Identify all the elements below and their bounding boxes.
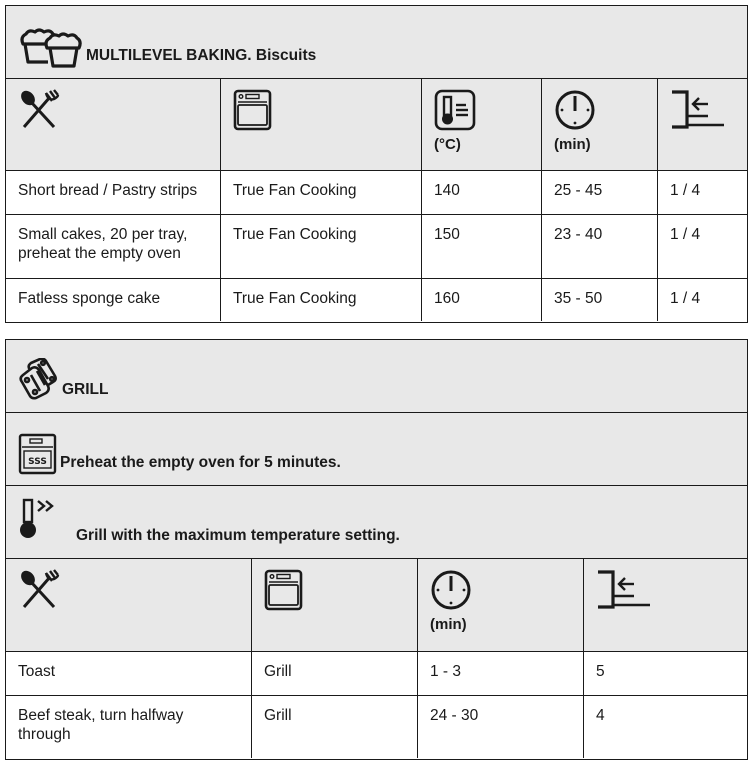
clock-icon (554, 89, 645, 131)
food-cell: Short bread / Pastry strips (6, 171, 221, 214)
header-time (418, 559, 584, 651)
grill-icon (18, 358, 60, 402)
table-row (6, 215, 747, 279)
muffins-icon (18, 28, 84, 68)
section-title: GRILL (62, 381, 109, 398)
section-banner (6, 6, 747, 79)
table-row (6, 171, 747, 215)
food-cell: Toast (6, 652, 252, 695)
multilevel-baking-table (5, 5, 748, 323)
header-temperature (422, 79, 542, 170)
time-cell: 25 - 45 (542, 171, 658, 214)
max-temperature-icon (18, 498, 66, 540)
table-row (6, 696, 747, 758)
shelf-cell: 1 / 4 (670, 182, 701, 199)
shelf-cell: 5 (596, 663, 605, 680)
header-time (542, 79, 658, 170)
oven-function-icon (264, 569, 405, 611)
header-row (6, 79, 747, 171)
time-unit: (min) (554, 136, 591, 153)
note-max-temperature (6, 486, 747, 559)
header-shelf (584, 559, 747, 651)
time-unit: (min) (430, 616, 467, 633)
header-food (6, 79, 221, 170)
note-text: Grill with the maximum temperature setting. (76, 527, 400, 544)
function-cell: True Fan Cooking (221, 215, 422, 278)
time-cell: 35 - 50 (542, 279, 658, 321)
section-title: MULTILEVEL BAKING. Biscuits (86, 47, 317, 64)
temperature-cell: 140 (422, 171, 542, 214)
clock-icon (430, 569, 571, 611)
temperature-cell: 160 (422, 279, 542, 321)
food-cell: Beef steak, turn halfway through (6, 696, 252, 758)
grill-table (5, 339, 748, 760)
time-cell: 23 - 40 (542, 215, 658, 278)
food-cell: Small cakes, 20 per tray, preheat the empty oven (6, 215, 221, 278)
cutlery-icon (18, 89, 208, 131)
table-row (6, 652, 747, 696)
section-banner (6, 340, 747, 413)
shelf-cell: 1 / 4 (670, 226, 701, 243)
function-cell: True Fan Cooking (221, 279, 422, 321)
note-text: Preheat the empty oven for 5 minutes. (60, 454, 341, 471)
header-row (6, 559, 747, 652)
cutlery-icon (18, 569, 239, 611)
shelf-position-icon (596, 569, 735, 611)
header-function (252, 559, 418, 651)
table-row (6, 279, 747, 321)
shelf-position-icon (670, 89, 735, 131)
shelf-cell: 4 (596, 707, 605, 724)
time-cell: 24 - 30 (418, 696, 584, 758)
header-function (221, 79, 422, 170)
header-shelf (658, 79, 747, 170)
svg-text:SSS: SSS (28, 457, 47, 467)
temperature-unit: (°C) (434, 136, 461, 153)
oven-preheat-icon (18, 433, 58, 475)
note-preheat (6, 413, 747, 486)
function-cell: Grill (252, 696, 418, 758)
thermometer-icon (434, 89, 529, 131)
time-cell: 1 - 3 (418, 652, 584, 695)
temperature-cell: 150 (422, 215, 542, 278)
shelf-cell: 1 / 4 (670, 290, 701, 307)
food-cell: Fatless sponge cake (6, 279, 221, 321)
function-cell: Grill (252, 652, 418, 695)
function-cell: True Fan Cooking (221, 171, 422, 214)
oven-function-icon (233, 89, 409, 131)
header-food (6, 559, 252, 651)
